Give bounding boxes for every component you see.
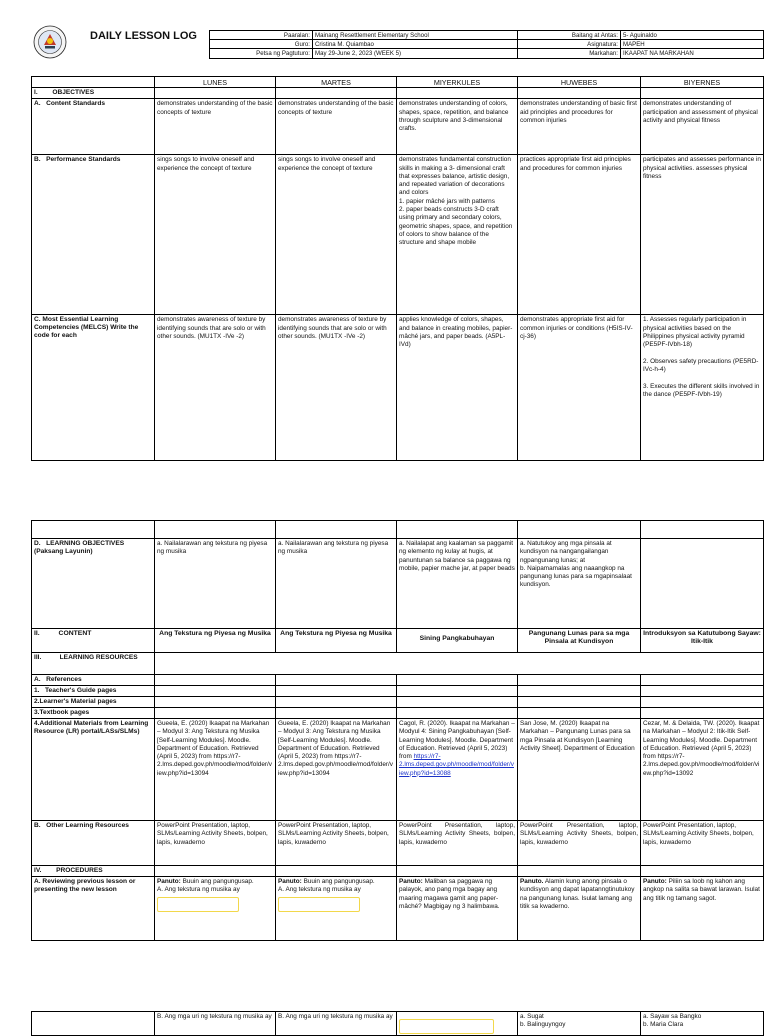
teacher-name: Cristina M. Quiambao — [313, 40, 518, 49]
field-label: Paaralan: — [210, 31, 313, 40]
deped-seal-icon — [33, 25, 67, 59]
empty-cell — [276, 88, 397, 99]
empty-cell — [397, 697, 518, 708]
content-label: II. CONTENT — [32, 629, 155, 653]
empty-cell — [155, 675, 276, 686]
instruction-keyword: Panuto: — [399, 878, 423, 885]
reference-text: San Jose, M. (2020) Ikaapat na Markahan – Pangunang Lunas para sa mga Pinsala at Kundisyon [Learning Activity Sheet]. Department of Education — [520, 720, 635, 752]
additional-materials-label: 4.Additional Materials from Learning Resource (LR) portal/LASs/SLMs) — [32, 719, 155, 821]
empty-cell — [518, 697, 641, 708]
empty-cell — [32, 1012, 155, 1036]
melc-cell: 1. Assesses regularly participation in physical activities based on the Philippines physical activity pyramid (PE5PF-IVbh-18) 2. Observes safety precautions (PE5RD-IVc-h-4) 3. Executes the different skills involved in the dance (PE5PF-IVbh-19) — [641, 315, 764, 461]
empty-cell — [155, 521, 276, 539]
corner-cell — [32, 77, 155, 88]
header-row — [210, 31, 764, 40]
reference-text: Gueela, E. (2020) Ikaapat na Markahan – Modyul 3: Ang Tekstura ng Musika [Self-Learning Modules]. Moodle. Department of Education. Retrieved (April 5, 2023) from https://r7-2.lms.deped.gov.ph/moodle/mod/folder/view.php?id=13094 — [278, 720, 393, 777]
empty-cell — [641, 675, 764, 686]
reference-text: Cagol, R. (2020). Ikaapat na Markahan – Modyul 4: Sining Pangkabuhayan [Self-Learning Modules]. Moodle. Department of Education. Retrieved (April 5, 2023) from — [399, 720, 515, 761]
learning-objectives-label: D. LEARNING OBJECTIVES (Paksang Layunin) — [32, 539, 155, 629]
additional-material-cell — [518, 719, 641, 821]
learning-objective-cell: a. Natutukoy ang mga pinsala at kundisyon na nangangailangan ngpangunang lunas; at b. Naipamamalas ang naaangkop na pangunang lunas para sa mgapinsalaat kundisyon. — [518, 539, 641, 629]
reviewing-cell — [155, 877, 276, 941]
content-cell: Sining Pangkabuhayan — [397, 629, 518, 653]
reviewing-row — [32, 877, 764, 941]
learning-objective-cell: a. Nailalapat ang kaalaman sa paggamit ng elemento ng kulay at hugis, at panuntunan sa balance sa paggawa ng mobile, papier mache jar, at paper beads — [397, 539, 518, 629]
learning-objective-cell: a. Nailalarawan ang tekstura ng piyesa ng musika — [155, 539, 276, 629]
learning-objective-cell — [641, 539, 764, 629]
instruction-keyword: Panuto: — [278, 878, 302, 885]
additional-material-cell — [641, 719, 764, 821]
content-standard-cell: demonstrates understanding of basic first aid principles and procedures for common injuries — [518, 99, 641, 155]
field-label: Guro: — [210, 40, 313, 49]
instruction-keyword: Panuto. — [520, 878, 544, 885]
empty-cell — [32, 521, 155, 539]
empty-cell — [641, 686, 764, 697]
day-wednesday: MIYERKULES — [397, 77, 518, 88]
tg-label: 1. Teacher's Guide pages — [32, 686, 155, 697]
empty-cell — [155, 88, 276, 99]
day-tuesday: MARTES — [276, 77, 397, 88]
empty-cell — [155, 708, 276, 719]
resources-label: III. LEARNING RESOURCES — [32, 653, 155, 675]
instruction-text: Maliban sa paggawa ng palayok, ano pang mga bagay ang maaring magawa gamit ang paper- mâché? Magbigay ng 3 halimbawa. — [399, 878, 500, 910]
objectives-table — [31, 76, 764, 461]
empty-cell — [397, 675, 518, 686]
days-header-row — [32, 77, 764, 88]
instruction-text: Buuin ang pangungusap. A. Ang tekstura ng musika ay — [157, 878, 254, 894]
empty-cell — [641, 88, 764, 99]
content-standard-cell: demonstrates understanding of colors, shapes, space, repetition, and balance through sculpture and 3-dimensional crafts. — [397, 99, 518, 155]
empty-cell — [155, 866, 276, 877]
performance-standards-label: B. Performance Standards — [32, 155, 155, 315]
learning-objectives-row — [32, 539, 764, 629]
reviewing-label: A. Reviewing previous lesson or presenting the new lesson — [32, 877, 155, 941]
header-row — [210, 40, 764, 49]
empty-cell — [155, 653, 764, 675]
empty-cell — [518, 88, 641, 99]
other-resource-cell: PowerPoint Presentation, laptop, SLMs/Learning Activity Sheets, bolpen, lapis, kuwaderno — [518, 821, 641, 866]
empty-cell — [518, 686, 641, 697]
other-resources-row — [32, 821, 764, 866]
field-label: Baitang at Antas: — [518, 31, 621, 40]
procedures-label: IV. PROCEDURES — [32, 866, 155, 877]
additional-material-cell — [276, 719, 397, 821]
empty-cell — [276, 521, 397, 539]
empty-cell — [397, 708, 518, 719]
objectives-heading: I. OBJECTIVES — [32, 88, 155, 99]
instruction-keyword: Panuto: — [157, 878, 181, 885]
day-monday: LUNES — [155, 77, 276, 88]
content-standard-cell: demonstrates understanding of participation and assessment of physical activity and physical fitness — [641, 99, 764, 155]
lesson-table — [31, 520, 764, 941]
content-cell: Pangunang Lunas para sa mga Pinsala at Kundisyon — [518, 629, 641, 653]
field-label: Asignatura: — [518, 40, 621, 49]
lm-row — [32, 697, 764, 708]
reviewing-cell — [397, 877, 518, 941]
empty-cell — [641, 866, 764, 877]
empty-cell — [276, 675, 397, 686]
answer-box[interactable] — [399, 1019, 494, 1034]
other-resource-cell: PowerPoint Presentation, laptop, SLMs/Learning Activity Sheets, bolpen, lapis, kuwaderno — [155, 821, 276, 866]
reviewing-cell — [276, 877, 397, 941]
melc-cell: applies knowledge of colors, shapes, and balance in creating mobiles, papier-mâché jars, and paper beads. (A5PL-IVd) — [397, 315, 518, 461]
continuation-cell: B. Ang mga uri ng tekstura ng musika ay — [276, 1012, 397, 1036]
empty-cell — [518, 866, 641, 877]
instruction-keyword: Panuto: — [643, 878, 667, 885]
tg-row — [32, 686, 764, 697]
instruction-text: Buuin ang pangungusap. A. Ang tekstura ng musika ay — [278, 878, 375, 894]
references-label: A. References — [32, 675, 155, 686]
continuation-table — [31, 1011, 764, 1036]
document-title: DAILY LESSON LOG — [90, 30, 197, 42]
other-resource-cell: PowerPoint Presentation, laptop, SLMs/Learning Activity Sheets, bolpen, lapis, kuwaderno — [276, 821, 397, 866]
empty-cell — [518, 675, 641, 686]
continuation-cell: B. Ang mga uri ng tekstura ng musika ay — [155, 1012, 276, 1036]
empty-cell — [641, 697, 764, 708]
resources-heading-row — [32, 653, 764, 675]
content-standards-label: A. Content Standards — [32, 99, 155, 155]
reviewing-cell — [641, 877, 764, 941]
content-standards-row — [32, 99, 764, 155]
continuation-row — [32, 1012, 764, 1036]
empty-cell — [397, 866, 518, 877]
instruction-text: Piliin sa loob ng kahon ang angkop na salita sa bawat larawan. Isulat ang titik ng tamang sagot. — [643, 878, 760, 902]
additional-material-cell — [397, 719, 518, 821]
reviewing-cell — [518, 877, 641, 941]
lm-label: 2.Learner's Material pages — [32, 697, 155, 708]
empty-cell — [518, 708, 641, 719]
content-row — [32, 629, 764, 653]
answer-box[interactable] — [278, 897, 360, 912]
melc-cell: demonstrates awareness of texture by identifying sounds that are solo or with other sounds. (MU1TX -IVe -2) — [276, 315, 397, 461]
reference-text: Cezar, M. & Delaida, TW. (2020). Ikaapat na Markahan – Modyul 2: Itik-Itik Self-Learning Modules]. Moodle. Department of Education. Retrieved (April 5, 2023) from https://r7-2.lms.deped.gov.ph/moodle/mod/folder/view.php?id=13092 — [643, 720, 760, 777]
performance-standard-cell: sings songs to involve oneself and experience the concept of texture — [155, 155, 276, 315]
melc-cell: demonstrates awareness of texture by identifying sounds that are solo or with other sounds. (MU1TX -IVe -2) — [155, 315, 276, 461]
quarter: IKAAPAT NA MARKAHAN — [621, 49, 764, 58]
performance-standard-cell: demonstrates fundamental construction skills in making a 3- dimensional craft that expresses balance, artistic design, and repeated variation of decorations and colors 1. papier mâché jars with patterns 2. paper beads constructs 3-D craft using primary and secondary colors, geometric shapes, space, and repetition of colors to show balance of the structure and shape mobile — [397, 155, 518, 315]
content-standard-cell: demonstrates understanding of the basic concepts of texture — [276, 99, 397, 155]
content-cell: Ang Tekstura ng Piyesa ng Musika — [276, 629, 397, 653]
field-label: Markahan: — [518, 49, 621, 58]
melcs-label: C. Most Essential Learning Competencies (MELCS) Write the code for each — [32, 315, 155, 461]
empty-cell — [155, 686, 276, 697]
empty-cell — [155, 697, 276, 708]
reference-link[interactable]: https://r7-2.lms.deped.gov.ph/moodle/mod/folder/view.php?id=13088 — [399, 753, 514, 777]
empty-cell — [641, 521, 764, 539]
learning-objective-cell: a. Nailalarawan ang tekstura ng piyesa ng musika — [276, 539, 397, 629]
procedures-heading-row — [32, 866, 764, 877]
additional-material-cell — [155, 719, 276, 821]
content-cell: Ang Tekstura ng Piyesa ng Musika — [155, 629, 276, 653]
empty-cell — [276, 697, 397, 708]
additional-materials-row — [32, 719, 764, 821]
performance-standard-cell: practices appropriate first aid principles and procedures for common injuries — [518, 155, 641, 315]
references-row — [32, 675, 764, 686]
empty-cell — [397, 88, 518, 99]
empty-cell — [641, 708, 764, 719]
content-cell: Introduksyon sa Katutubong Sayaw: Itik-Itik — [641, 629, 764, 653]
grade-section: 5- Aguinaldo — [621, 31, 764, 40]
performance-standards-row — [32, 155, 764, 315]
day-friday: BIYERNES — [641, 77, 764, 88]
melc-cell: demonstrates appropriate first aid for common injuries or conditions (H5IS-IV-cj-36) — [518, 315, 641, 461]
performance-standard-cell: participates and assesses performance in physical activities. assesses physical fitness — [641, 155, 764, 315]
continuation-cell: a. Sugat b. Balinguyngoy — [518, 1012, 641, 1036]
empty-cell — [397, 521, 518, 539]
empty-cell — [276, 708, 397, 719]
other-resources-label: B. Other Learning Resources — [32, 821, 155, 866]
other-resource-cell: PowerPoint Presentation, laptop, SLMs/Learning Activity Sheets, bolpen, lapis, kuwaderno — [641, 821, 764, 866]
performance-standard-cell: sings songs to involve oneself and experience the concept of texture — [276, 155, 397, 315]
day-thursday: HUWEBES — [518, 77, 641, 88]
subject: MAPEH — [621, 40, 764, 49]
instruction-text: Alamin kung anong pinsala o kundisyon ang dapat lapatanngtinutukoy na pangunang lunas. Isulat lamang ang titik sa kwaderno. — [520, 878, 635, 910]
field-label: Petsa ng Pagtuturo: — [210, 49, 313, 58]
continuation-cell — [397, 1012, 518, 1036]
school-name: Mainang Resettlement Elementary School — [313, 31, 518, 40]
empty-cell — [397, 686, 518, 697]
empty-cell — [276, 866, 397, 877]
blank-row — [32, 521, 764, 539]
empty-cell — [276, 686, 397, 697]
melcs-row — [32, 315, 764, 461]
other-resource-cell: PowerPoint Presentation, laptop, SLMs/Learning Activity Sheets, bolpen, lapis, kuwaderno — [397, 821, 518, 866]
content-standard-cell: demonstrates understanding of the basic concepts of texture — [155, 99, 276, 155]
header-info-table — [209, 30, 764, 59]
header-row — [210, 49, 764, 58]
tb-label: 3.Textbook pages — [32, 708, 155, 719]
tb-row — [32, 708, 764, 719]
objectives-heading-row — [32, 88, 764, 99]
continuation-cell: a. Sayaw sa Bangko b. Maria Clara — [641, 1012, 764, 1036]
answer-box[interactable] — [157, 897, 239, 912]
teaching-date: May 29-June 2, 2023 (WEEK 5) — [313, 49, 518, 58]
empty-cell — [518, 521, 641, 539]
reference-text: Gueela, E. (2020) Ikaapat na Markahan – Modyul 3: Ang Tekstura ng Musika [Self-Learning Modules]. Moodle. Department of Education. Retrieved (April 5, 2023) from https://r7-2.lms.deped.gov.ph/moodle/mod/folder/view.php?id=13094 — [157, 720, 272, 777]
